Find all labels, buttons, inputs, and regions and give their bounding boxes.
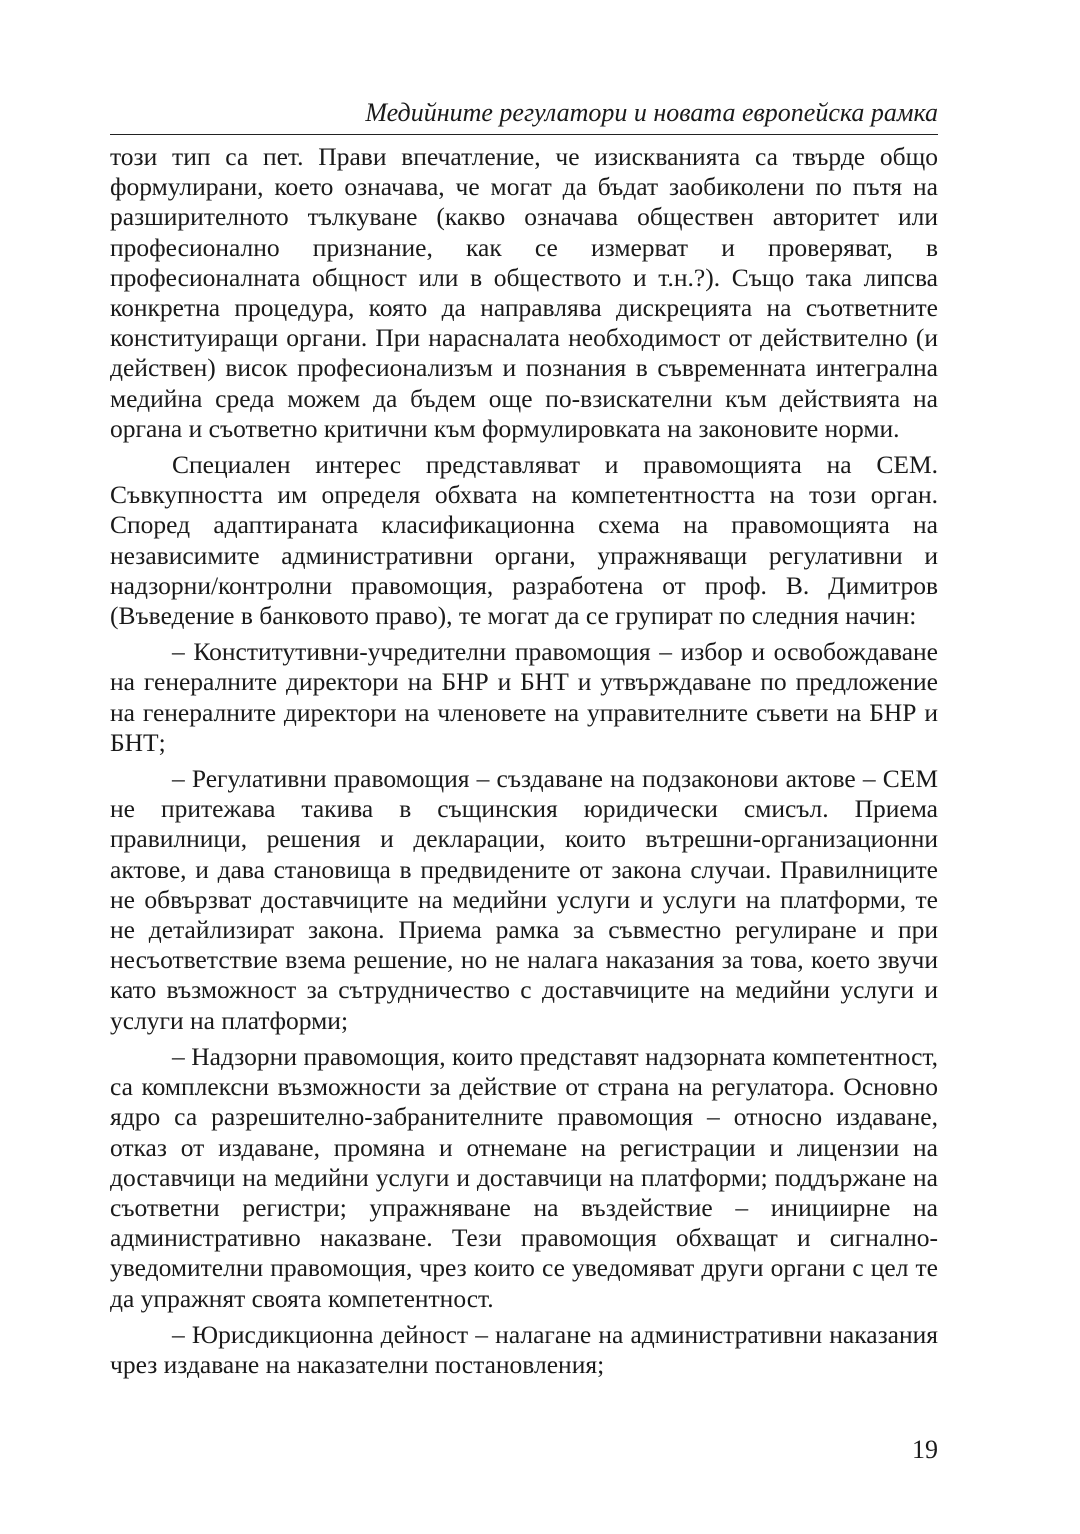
body-text	[110, 142, 938, 1386]
running-header-title: Медийните регулатори и новата европейска рамка	[365, 98, 938, 127]
paragraph: Специален интерес представляват и правомощията на СЕМ. Съвкупността им определя обхвата на компетентността на този орган. Според адаптираната класификационна схема на правомощията на независимите административни органи, упражняващи регулативни и надзорни/контролни правомощия, разработена от проф. В. Димитров (Въведение в банковото право), те могат да се групират по следния начин:	[110, 450, 938, 631]
header-rule-divider	[110, 134, 938, 135]
list-item-regulatory-powers: – Регулативни правомощия – създаване на подзаконови актове – СЕМ не притежава такива в същинския юридически смисъл. Приема правилници, решения и декларации, които вътрешни-организационни актове, и дава становища в предвидените от закона случаи. Правилниците не обвързват доставчиците на медийни услуги и услуги на платформи, те не детайлизират закона. Приема рамка за съвместно регулиране и при несъответствие взема решение, но не налага наказания за това, което звучи като възможност за сътрудничество с доставчиците на медийни услуги и услуги на платформи;	[110, 764, 938, 1035]
list-item-jurisdictional-activity: – Юрисдикционна дейност – налагане на административни наказания чрез издаване на наказателни постановления;	[110, 1319, 938, 1379]
page-number: 19	[912, 1435, 938, 1464]
list-item-supervisory-powers: – Надзорни правомощия, които представят надзорната компетентност, са комплексни възможности за действие от страна на регулатора. Основно ядро са разрешително-забранителните правомощия – относно издаване, отказ от издаване, промяна и отнемане на регистрации и лицензии на доставчици на медийни услуги и доставчици на платформи; поддържане на съответни регистри; упражняване на въздействие – инициирне на административно наказване. Тези правомощия обхващат и сигнално-уведомителни правомощия, чрез които се уведомяват други органи с цел те да упражнят своята компетентност.	[110, 1041, 938, 1313]
paragraph-continued: този тип са пет. Прави впечатление, че изискванията са твърде общо формулирани, което означава, че могат да бъдат заобиколени по пътя на разширителното тълкуване (какво означава обществен авторитет или професионално признание, как се измерват и проверяват, в професионалната общност или в обществото и т.н.?). Също така липсва конкретна процедура, която да направлява дискрецията на съответните конституиращи органи. При нарасналата необходимост от действително (и действен) висок професионализъм и познания в съвременната интегрална медийна среда можем да бъдем още по-взискателни към действията на органа и съответно критични към формулировката на законовите норми.	[110, 142, 938, 443]
list-item-constitutive-powers: – Конститутивни-учредителни правомощия – избор и освобождаване на генералните директори на БНР и БНТ и утвърждаване по предложение на генералните директори на членовете на управителните съвети на БНР и БНТ;	[110, 637, 938, 757]
